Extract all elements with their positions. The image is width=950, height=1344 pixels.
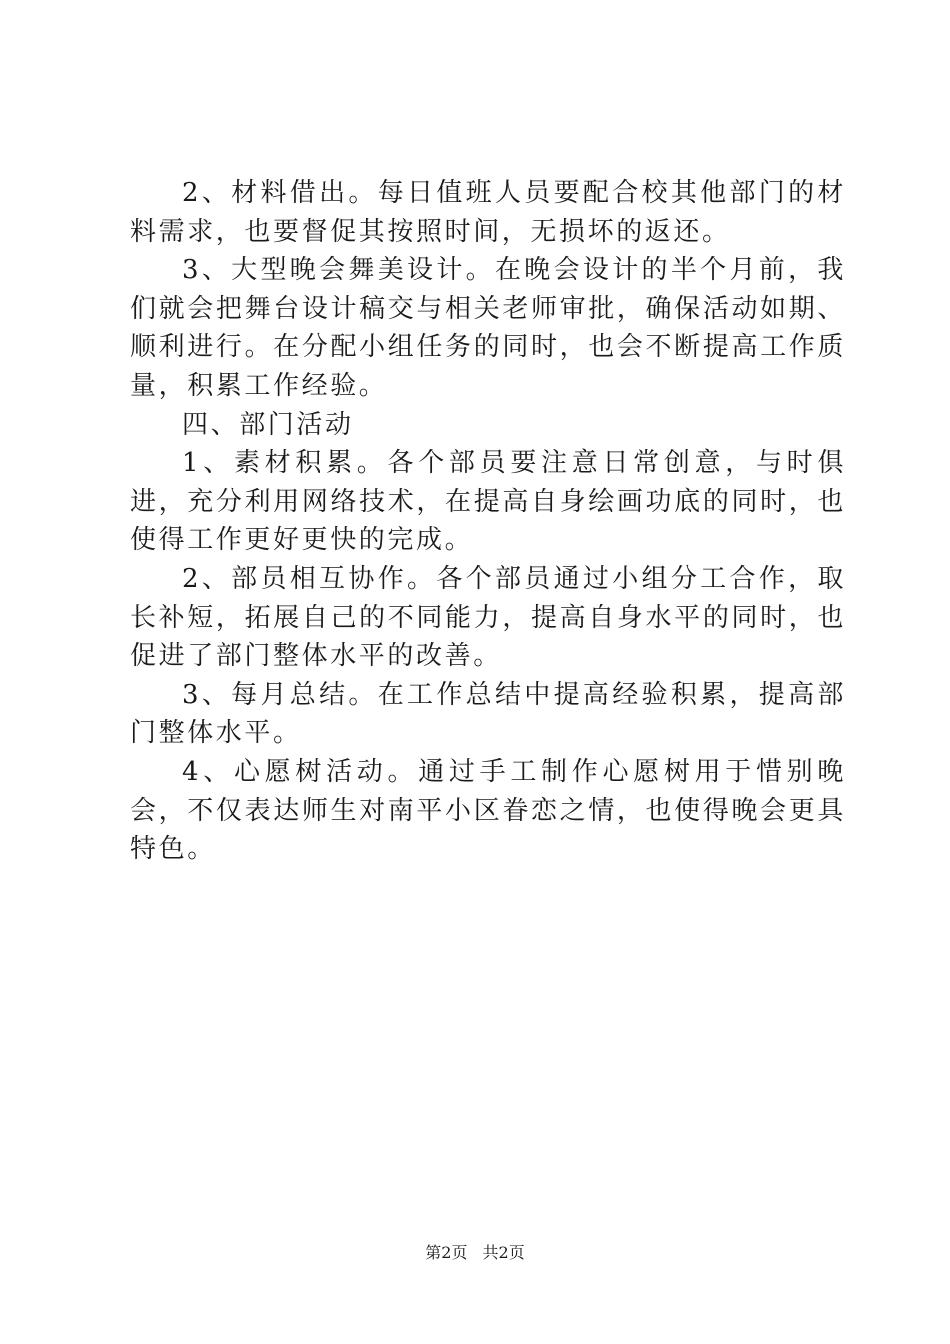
page-footer: [0, 1242, 950, 1264]
page-total: 共2页: [482, 1243, 525, 1262]
paragraph-wish-tree-activity: 4、心愿树活动。通过手工制作心愿树用于惜别晚会，不仅表达师生对南平小区眷恋之情，也使得晚会更具特色。: [130, 756, 846, 865]
paragraph-material-accumulation: 1、素材积累。各个部员要注意日常创意，与时俱进，充分利用网络技术，在提高自身绘画功底的同时，也使得工作更好更快的完成。: [130, 448, 846, 556]
paragraph-member-cooperation: 2、部员相互协作。各个部员通过小组分工合作，取长补短，拓展自己的不同能力，提高自身水平的同时，也促进了部门整体水平的改善。: [130, 563, 846, 672]
paragraph-material-lending: 2、材料借出。每日值班人员要配合校其他部门的材料需求，也要督促其按照时间，无损坏的返还。: [130, 178, 846, 247]
paragraph-monthly-summary: 3、每月总结。在工作总结中提高经验积累，提高部门整体水平。: [130, 679, 846, 749]
document-body: [130, 174, 846, 869]
paragraph-stage-design: 3、大型晚会舞美设计。在晚会设计的半个月前，我们就会把舞台设计稿交与相关老师审批，确保活动如期、顺利进行。在分配小组任务的同时，也会不断提高工作质量，积累工作经验。: [130, 255, 846, 401]
page-number: 第2页: [425, 1243, 468, 1262]
section-heading-department-activities: 四、部门活动: [182, 409, 354, 440]
